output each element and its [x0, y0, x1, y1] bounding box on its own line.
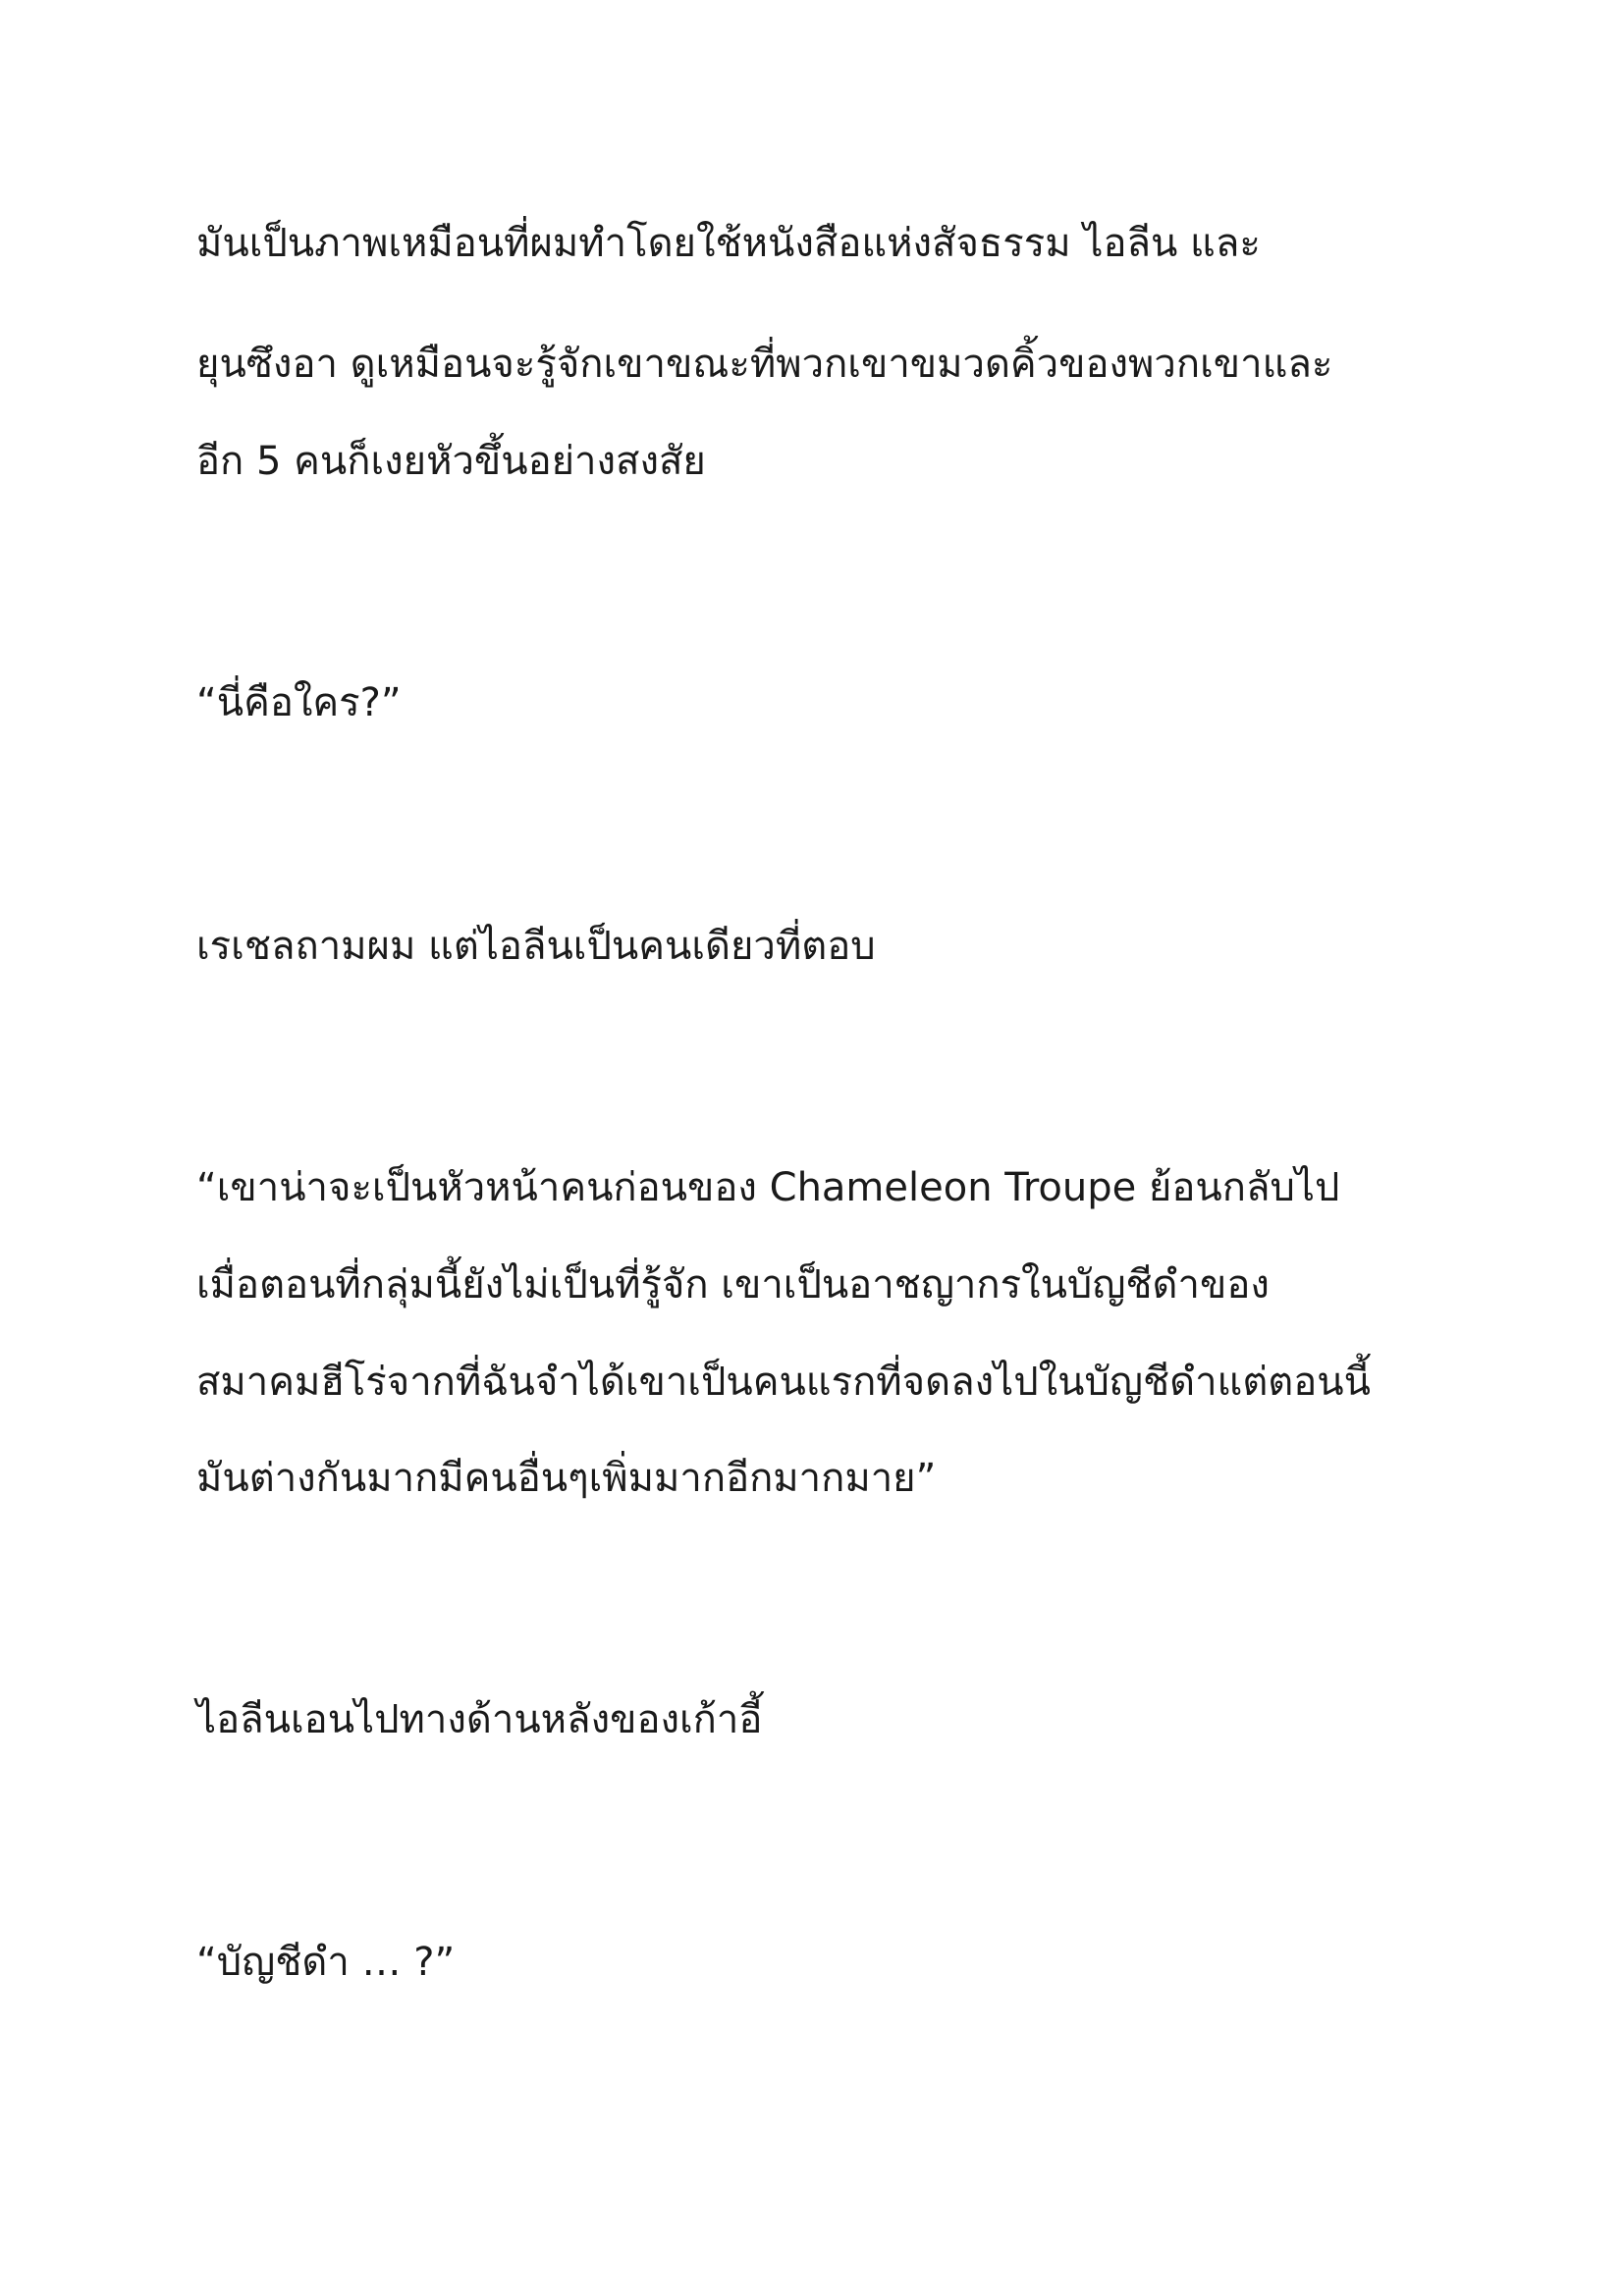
dialogue-line: “เขาน่าจะเป็นหัวหน้าคนก่อนของ Chameleon Troupe ย้อนกลับไป — [196, 1165, 1340, 1210]
dialogue-line: มันต่างกันมากมีคนอื่นๆเพิ่มมากอีกมากมาย” — [196, 1456, 937, 1501]
narration-line: เรเชลถามผม แต่ไอลีนเป็นคนเดียวที่ตอบ — [196, 924, 876, 969]
paragraph-1-line-2: ยุนซึงอา ดูเหมือนจะรู้จักเขาขณะที่พวกเขาขมวดคิ้วของพวกเขาและ — [196, 342, 1333, 387]
paragraph-1-line-3: อีก 5 คนก็เงยหัวขึ้นอย่างสงสัย — [196, 439, 706, 484]
dialogue-line: “บัญชีดำ … ?” — [196, 1940, 456, 1985]
paragraph-1-line-1: มันเป็นภาพเหมือนที่ผมทำโดยใช้หนังสือแห่งสัจธรรม ไอลีน และ — [196, 221, 1261, 266]
dialogue-line: เมื่อตอนที่กลุ่มนี้ยังไม่เป็นที่รู้จัก เขาเป็นอาชญากรในบัญชีดำของ — [196, 1262, 1270, 1308]
dialogue-line: “นี่คือใคร?” — [196, 680, 402, 725]
dialogue-line: สมาคมฮีโร่จากที่ฉันจำได้เขาเป็นคนแรกที่จดลงไปในบัญชีดำแต่ตอนนี้ — [196, 1360, 1371, 1405]
narration-line: ไอลีนเอนไปทางด้านหลังของเก้าอี้ — [196, 1697, 763, 1742]
